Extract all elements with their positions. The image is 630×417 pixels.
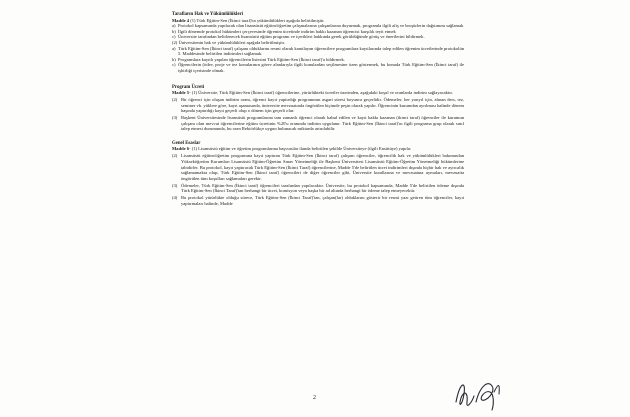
paragraph-marker: (2): [172, 97, 178, 103]
list-marker: b): [172, 56, 176, 62]
list-marker: c): [172, 34, 176, 40]
paragraph-item: [172, 153, 464, 181]
document-body: [172, 12, 464, 206]
section-title-general: Genel Esaslar: [172, 140, 201, 146]
paragraph-text: Başkent Üniversitesinde lisansüstü programlarına tam zamanlı öğrenci olarak kabul edilen ve kayıt hakkı kazanan (ikinci taraf) öğrenciler ile kurumun çalışanı olan mevcut öğrencilerine eğitim ücretinin %20'u oranında indirim uygulanır. Türk Eğitim-Sen (İkinci taraf)'ın ilgili programa grup olarak sınıf talep etmesi durumunda, bu oran Rektörlükçe uygun bulunacak miktarda artırılabilir.: [181, 115, 464, 132]
list-item: [172, 46, 464, 57]
paragraph-item: [172, 97, 464, 114]
paragraph-text: Bu protokol yürürlükte olduğu sürece, Türk Eğitim-Sen (İkinci Taraf)'tan, çalışan(lar) olduklarını gösterir bir resmi yazı getiren tüm öğrenciler, kayıt yaptırmaları halinde, Madde: [181, 195, 464, 206]
paragraph-item: [172, 115, 464, 132]
list-text: Protokol kapsamında yapılacak olan lisansüstü eğitim/öğretim çalışmalarına çalışanlarına duyurmak, programla ilgili afiş ve broşürlerin dağıtımını sağlamak: [178, 23, 464, 29]
paragraph-marker: (3): [172, 182, 178, 188]
article-6-text: - (1) Lisansüstü eğitim ve öğretim programlarına başvurular ilanda belirtilen şekilde Üniversiteye (ilgili Enstitüye) yapılır.: [189, 146, 412, 152]
section-spacer: [172, 74, 464, 85]
paragraph-marker: (3): [172, 115, 178, 121]
paragraph-marker: (4): [172, 195, 178, 201]
list-marker: c): [172, 62, 176, 68]
paragraph-text: Bir öğrenci için oluşan indirim oranı, öğrenci kayıt yaptırdığı programının asgari süresi boyunca geçerlidir. Ödemeler, her yarıyıl için, alınan ders, tez, seminer vb. yüklere göre, kayıt aşamasında, üniversite mevzuatında öngörülen biçimde peşin olarak yapılır. Öğrencinin kurumdan ayrılması halinde dönem başında yaptırdığı kayıt geçerli olup o dönem için geçerli olur.: [181, 97, 464, 114]
section-title-fee: Program Ücreti: [172, 84, 205, 90]
list-marker: b): [172, 28, 176, 34]
list-marker: a): [172, 23, 176, 29]
paragraph-marker: (2): [172, 153, 178, 159]
article-5-label: Madde 5: [172, 90, 190, 96]
signature: [452, 372, 504, 412]
article-4-text: (1) Türk Eğitim-Sen (İkinci taraf)'ın yükümlülükleri aşağıda belirtilmiştir.: [189, 17, 325, 23]
article-6-label: Madde 6: [172, 146, 190, 152]
article-6-intro: [172, 146, 464, 152]
paragraph-item: [172, 183, 464, 194]
list-text: Türk Eğitim-Sen (İkinci taraf) çalışanı olduklarını resmi olarak kanıtlayan öğrencilere programlara kayıtlarında talep edilen öğrenim ücretlerinde protokolün 5. Maddesinde belirtilen indirimleri sağlamak.: [178, 45, 464, 57]
list-text: Üniversite tarafından belirlenecek lisansüstü eğitim programı ve içerikleri hakkında gerek görüldüğünde görüş ve önerilerini bildirmek.: [178, 34, 425, 40]
list-item: [172, 62, 464, 73]
list-text: Programlara kayıtlı yapılan öğrencilerin listesini Türk Eğitim-Sen (İkinci taraf)'a bildirmek.: [178, 56, 345, 62]
list-text: Öğrencilerin (ödev, proje ve tez konularının görev alanlarıyla ilgili konulardan seçilmesine özen göstermek, bu konuda Türk Eğitim-Sen (İkinci taraf) ile işbirliği içerisinde olmak.: [178, 62, 464, 73]
article-4-label: Madde 4: [172, 17, 190, 23]
list-text: İlgili dönemde protokol hükümleri çerçevesinde öğrenim ücretinde indirim hakkı kazanan öğrencisi karşılık teyit etmek: [178, 28, 396, 34]
article-5-text: - (1) Üniversite, Türk Eğitim-Sen (İkinci taraf) öğrencilerine, yürürlükteki ücretler üzerinden, aşağıdaki koşul ve oranlarda indirim sağlayacaktır.: [189, 90, 453, 96]
section-title-rights: Tarafların Hak ve Yükümlülükleri: [172, 12, 243, 17]
paragraph-text: Lisansüstü eğitim/öğretim programına kayıt yaptıran Türk Eğitim-Sen (İkinci taraf) çalışanı öğrenciler, öğrencilik hak ve yükümlülükleri bakımından Yükseköğretim Kurumları Lisansüstü Eğitim-Öğretim Sınav Yönetmeliği ile Başkent Üniversitesi Lisansüstü Eğitim-Öğretim Yönetmeliği hükümlerine tabidirler. Bu protokol, kayıt yaptıracak Türk Eğitim-Sen (İkinci Taraf) öğrencilerine, Madde 5'de belirtilen ücret indirimleri dışında hiçbir hak ve ayrıcalık sağlamamakta olup, Türk Eğitim-Sen (İkinci taraf) öğrencileri de diğer öğrenciler gibi, Üniversite kurallarına ve mevzuatına uymaları, mevzuatta öngörülen tüm koşulları sağlamaları gerekir.: [181, 153, 464, 181]
article-4-para-2: (2) Üniversitenin hak ve yükümlülükleri aşağıda belirtilmiştir.: [172, 39, 286, 45]
page-number: 2: [313, 395, 316, 401]
paragraph-item: [172, 195, 464, 206]
article-5-intro: [172, 90, 464, 96]
paragraph-text: Ödemeler, Türk Eğitim-Sen (İkinci taraf) öğrencileri tarafından yapılacaktır. Üniversite, bu protokol kapsamında, Madde 5'de belirtilen ödeme dışında Türk Eğitim-Sen (İkinci Taraf)'tan herhangi bir ücret, komisyon veya başka bir ad altında herhangi bir ödeme talep etmeyecektir.: [181, 182, 464, 194]
section-spacer: [172, 132, 464, 141]
list-marker: a): [172, 45, 176, 51]
